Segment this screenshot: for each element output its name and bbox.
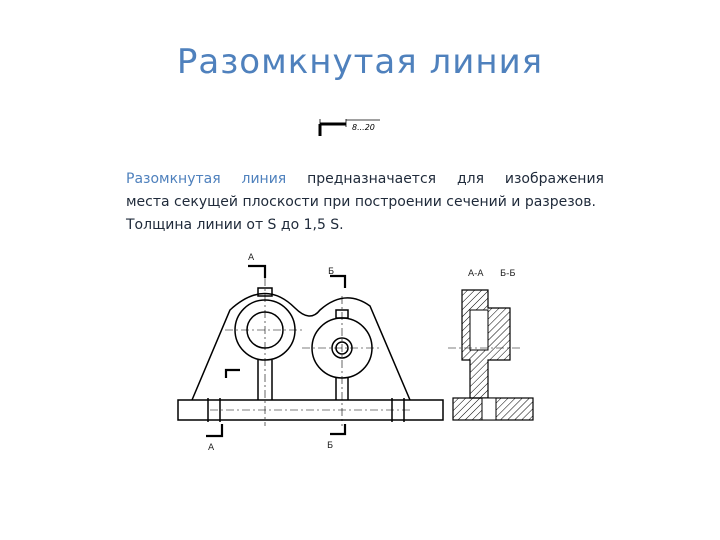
cut-label-b-bottom: Б: [327, 441, 334, 451]
paragraph-line-1: [126, 168, 604, 191]
slide-title: Разомкнутая линия: [176, 42, 544, 82]
cut-label-a-top: А: [248, 253, 255, 263]
cutting-plane-marks: [206, 266, 345, 436]
paragraph-line-2: места секущей плоскости при построении сечений и разрезов.: [126, 194, 596, 210]
section-view: [448, 290, 533, 420]
bearing-housing-drawing: [170, 248, 550, 458]
center-lines: [210, 278, 410, 426]
front-view: [178, 288, 443, 422]
section-label-aa: А-А: [468, 269, 484, 279]
cut-label-a-bottom: А: [208, 443, 215, 453]
term-highlight: Разомкнутая линия: [126, 171, 287, 187]
cut-label-b-top: Б: [328, 267, 335, 277]
line-sample-dimension: 8...20: [352, 123, 375, 132]
section-label-bb: Б-Б: [500, 269, 516, 279]
paragraph-line-3: Толщина линии от S до 1,5 S.: [126, 217, 344, 233]
description-paragraph: [126, 168, 604, 237]
open-line-sample-diagram: [318, 116, 388, 142]
paragraph-line-1-rest: предназначается для изображения: [286, 171, 604, 187]
